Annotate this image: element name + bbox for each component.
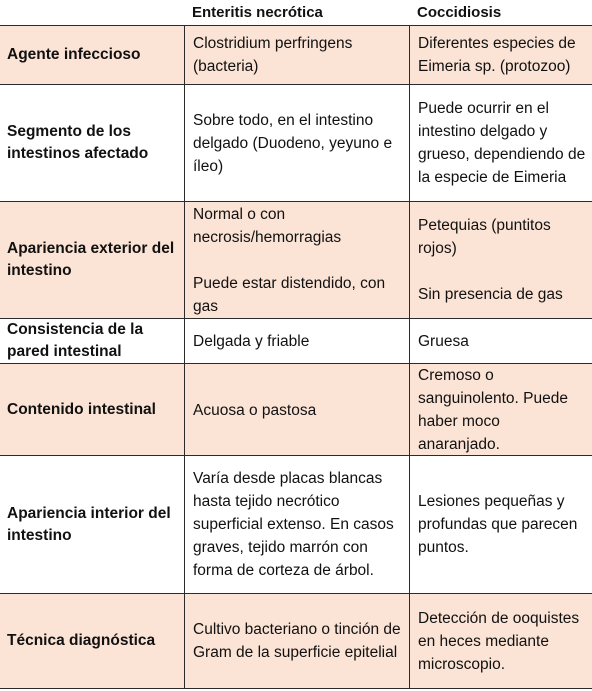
coccidiosis-cell (409, 85, 592, 201)
enteritis-cell (184, 85, 409, 201)
row-label: Segmento de los intestinos afectado (7, 123, 149, 162)
table-row (0, 364, 592, 456)
enteritis-text: Varía desde placas blancas hasta tejido necrótico superficial extenso. En casos graves, tejido marrón con forma de corteza de árbol. (193, 470, 394, 579)
table-row (0, 202, 592, 319)
enteritis-text-group (193, 203, 403, 318)
enteritis-text: Sobre todo, en el intestino delgado (Duodeno, yeyuno e íleo) (193, 111, 393, 175)
enteritis-cell (184, 456, 409, 593)
coccidiosis-text: Puede ocurrir en el intestino delgado y grueso, dependiendo de la especie de Eimeria (418, 100, 586, 186)
enteritis-cell (184, 364, 409, 456)
coccidiosis-text: Sin presencia de gas (418, 286, 563, 303)
enteritis-text: Delgada y friable (193, 332, 310, 350)
table-row (0, 594, 592, 689)
coccidiosis-cell (409, 364, 592, 456)
row-label: Apariencia exterior del intestino (7, 240, 175, 279)
row-label: Apariencia interior del intestino (7, 504, 171, 544)
coccidiosis-cell (409, 594, 592, 688)
row-label: Consistencia de la pared intestinal (7, 321, 144, 360)
coccidiosis-text: Petequias (puntitos rojos) (418, 217, 551, 257)
enteritis-text: Acuosa o pastosa (193, 401, 317, 419)
enteritis-text: Cultivo bacteriano o tinción de Gram de la superficie epitelial (193, 621, 401, 661)
coccidiosis-cell (409, 319, 592, 363)
coccidiosis-text: Detección de ooquistes en heces mediante microscopio. (418, 609, 580, 673)
coccidiosis-text-group (418, 214, 586, 306)
enteritis-cell (184, 319, 409, 363)
header-coccidiosis: Coccidiosis (417, 4, 502, 21)
coccidiosis-cell (409, 26, 592, 84)
header-enteritis: Enteritis necrótica (192, 4, 323, 21)
row-label: Técnica diagnóstica (7, 632, 156, 649)
table-row (0, 456, 592, 594)
table-body (0, 25, 592, 689)
coccidiosis-text: Diferentes especies de Eimeria sp. (protozoo) (418, 35, 576, 75)
coccidiosis-cell (409, 456, 592, 593)
enteritis-text: Clostridium perfringens (bacteria) (193, 35, 353, 75)
coccidiosis-text: Cremoso o sanguinolento. Puede haber moco anaranjado. (418, 367, 568, 453)
row-label: Agente infeccioso (7, 46, 141, 63)
row-label: Contenido intestinal (7, 401, 156, 418)
enteritis-text: Puede estar distendido, con gas (193, 274, 386, 315)
enteritis-cell (184, 202, 409, 318)
coccidiosis-text: Lesiones pequeñas y profundas que parecen puntos. (418, 493, 578, 556)
table-row (0, 85, 592, 202)
table-row (0, 26, 592, 85)
enteritis-cell (184, 26, 409, 84)
enteritis-cell (184, 594, 409, 688)
coccidiosis-text: Gruesa (418, 332, 469, 350)
table-row (0, 319, 592, 364)
table-header (0, 0, 592, 25)
coccidiosis-cell (409, 202, 592, 318)
enteritis-text: Normal o con necrosis/hemorragias (193, 205, 342, 246)
